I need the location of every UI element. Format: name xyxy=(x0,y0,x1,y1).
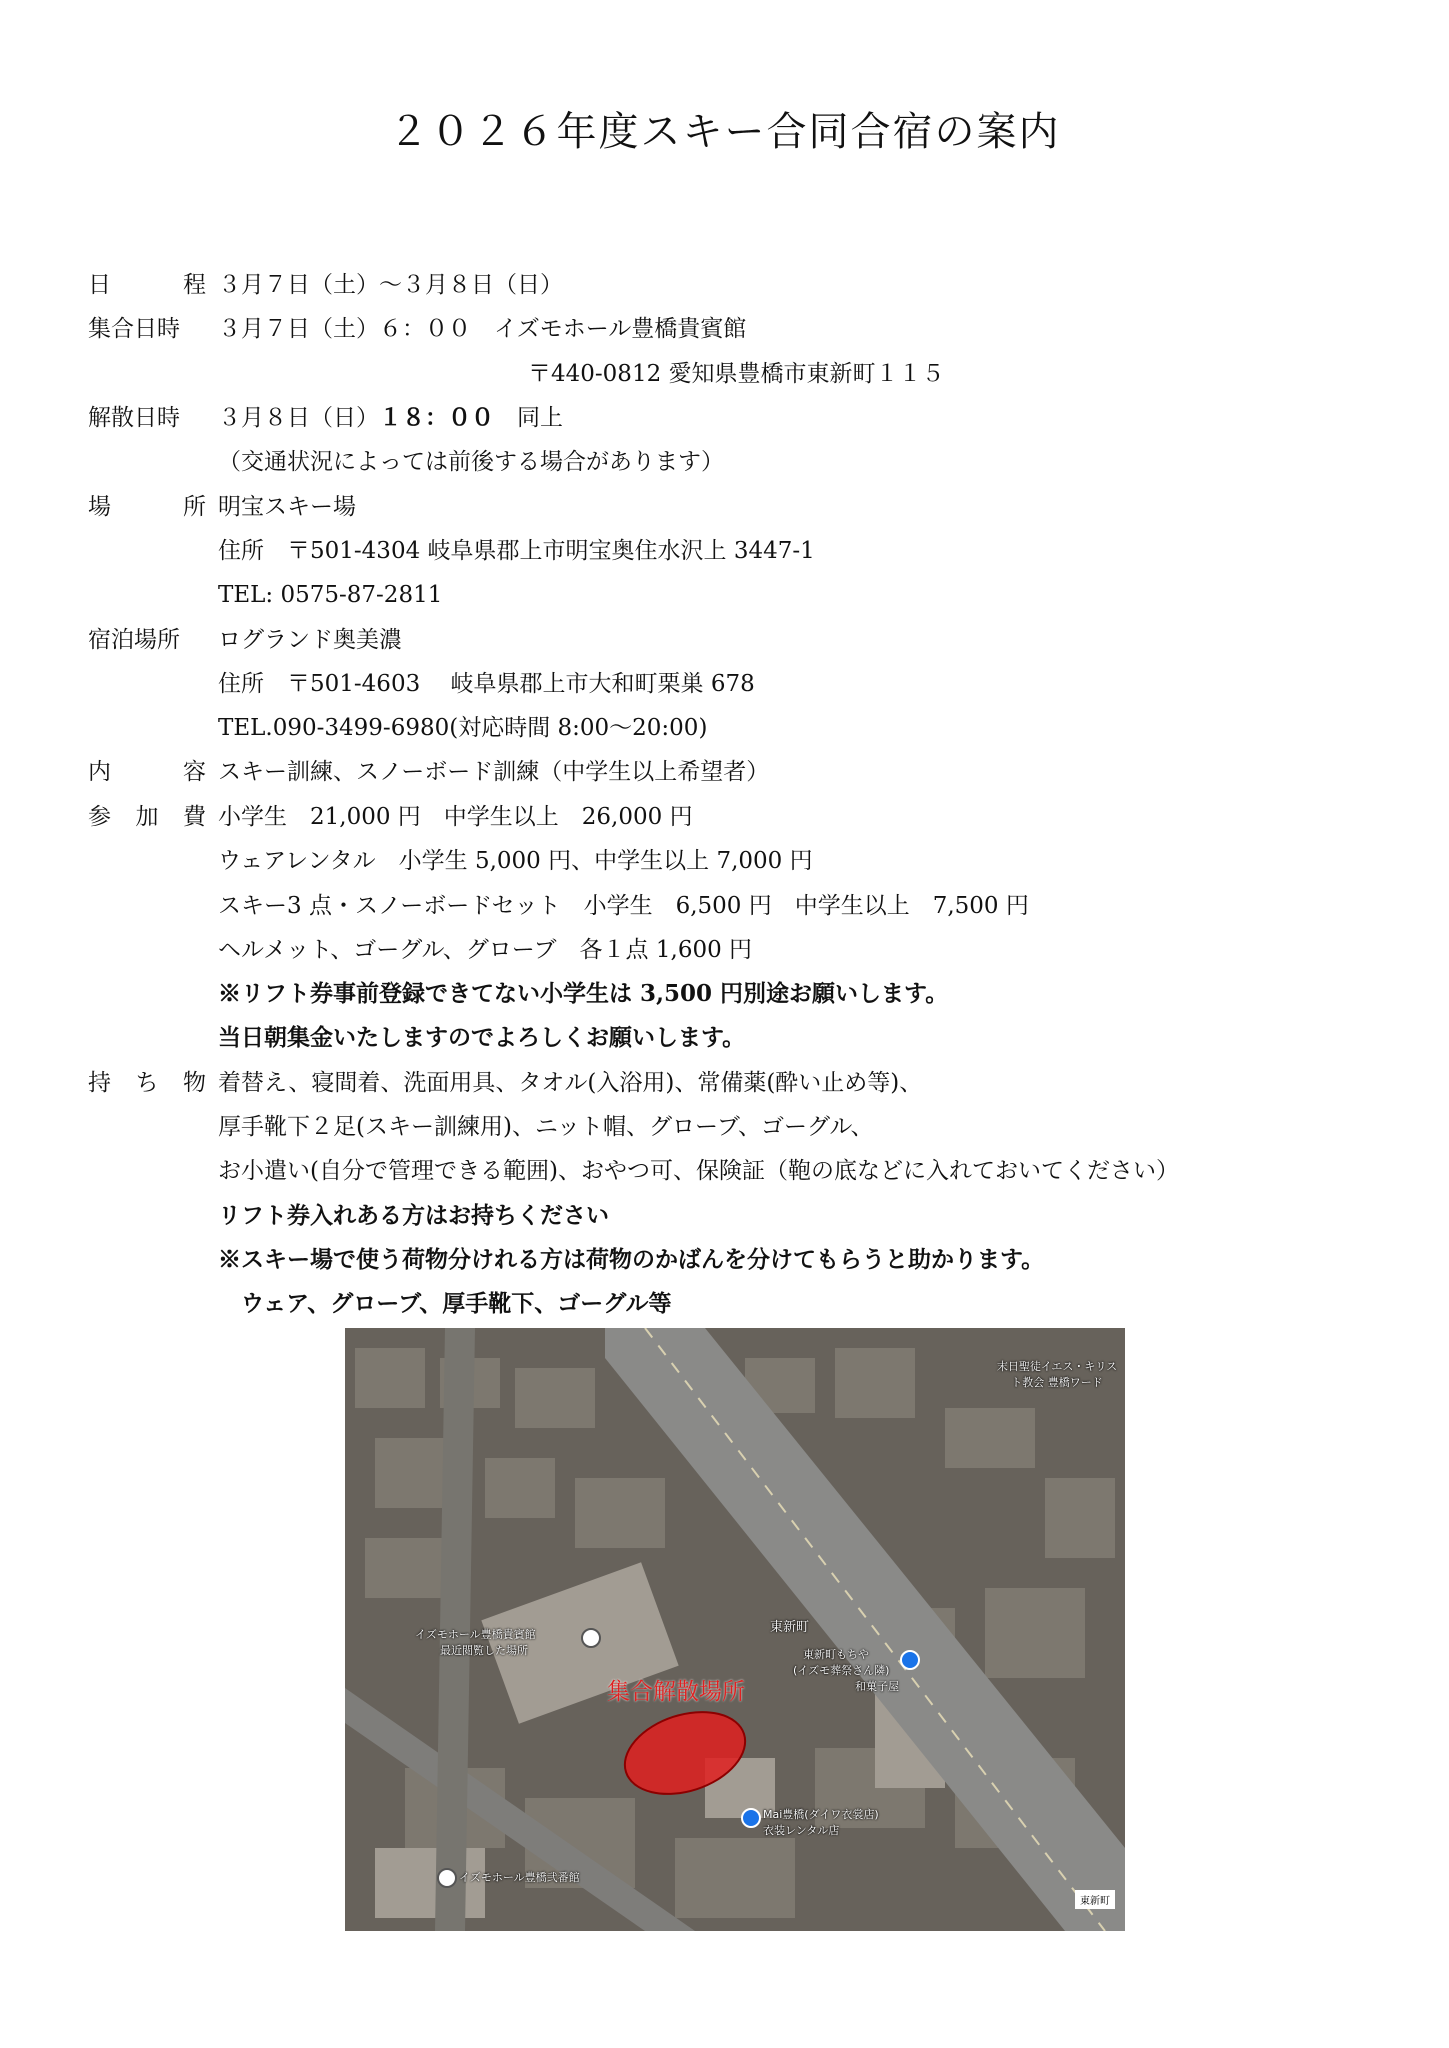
belongings-line: 着替え、寝間着、洗面用具、タオル(入浴用)、常備薬(酔い止め等)、 xyxy=(218,1070,923,1096)
lodging-name: ログランド奥美濃 xyxy=(218,627,402,653)
map-pin-icon xyxy=(437,1868,457,1888)
map-label-hall: イズモホール豊橋貴賓館 xyxy=(415,1628,536,1641)
dismissal-label: 解散日時 xyxy=(88,405,180,431)
map-label-mai-sub: 衣装レンタル店 xyxy=(763,1824,840,1837)
map-label-church: 末日聖徒イエス・キリスト教会 豊橋ワード xyxy=(996,1360,1118,1389)
map-label-mai: Mai豊橋(ダイワ衣裳店) xyxy=(763,1808,879,1821)
venue-label: 場 所 xyxy=(88,494,206,520)
fee-line: ウェアレンタル 小学生 5,000 円、中学生以上 7,000 円 xyxy=(218,848,813,874)
fee-label: 参 加 費 xyxy=(88,804,206,830)
map-label-mochiya-sub: (イズモ葬祭さん隣) xyxy=(793,1664,890,1677)
schedule-label: 日 程 xyxy=(88,272,206,298)
map-label-wagashi: 和菓子屋 xyxy=(855,1680,899,1693)
page-title: ２０２６年度スキー合同合宿の案内 xyxy=(388,109,1061,155)
meeting-address: 〒440-0812 愛知県豊橋市東新町１１５ xyxy=(528,361,945,387)
map-meeting-label: 集合解散場所 xyxy=(607,1679,745,1705)
dismissal-time: １８：００ xyxy=(379,404,494,431)
location-map xyxy=(345,1328,1125,1931)
fee-line: 小学生 21,000 円 中学生以上 26,000 円 xyxy=(218,804,693,830)
content-value: スキー訓練、スノーボード訓練（中学生以上希望者） xyxy=(218,759,770,785)
lodging-tel: TEL.090-3499-6980(対応時間 8:00～20:00) xyxy=(218,715,708,741)
map-shop-pin-icon xyxy=(741,1808,761,1828)
content-label: 内 容 xyxy=(88,759,206,785)
venue-name: 明宝スキー場 xyxy=(218,494,356,520)
belongings-note: ウェア、グローブ、厚手靴下、ゴーグル等 xyxy=(218,1290,672,1317)
map-label-hall2: イズモホール豊橋弐番館 xyxy=(459,1871,580,1884)
fee-note: ※リフト券事前登録できてない小学生は 3,500 円別途お願いします。 xyxy=(218,980,949,1007)
schedule-value: ３月７日（土）～３月８日（日） xyxy=(218,272,563,298)
fee-note: 当日朝集金いたしますのでよろしくお願いします。 xyxy=(218,1024,746,1051)
dismissal-note: （交通状況によっては前後する場合があります） xyxy=(218,449,724,475)
map-station-label: 東新町 xyxy=(1075,1890,1115,1909)
dismissal-value: ３月８日（日）１８：００ 同上 xyxy=(218,404,563,431)
belongings-note: リフト券入れある方はお持ちください xyxy=(218,1202,609,1229)
lodging-address: 住所 〒501-4603 岐阜県郡上市大和町栗巣 678 xyxy=(218,671,755,697)
map-label-town: 東新町 xyxy=(770,1620,810,1635)
map-pin-icon xyxy=(581,1628,601,1648)
fee-line: スキー3 点・スノーボードセット 小学生 6,500 円 中学生以上 7,500 円 xyxy=(218,893,1029,919)
map-label-mochiya: 東新町もちや xyxy=(803,1648,869,1661)
map-shop-pin-icon xyxy=(900,1650,920,1670)
venue-tel: TEL: 0575-87-2811 xyxy=(218,582,443,608)
map-label-hall-sub: 最近閲覧した場所 xyxy=(440,1644,528,1657)
belongings-line: 厚手靴下２足(スキー訓練用)、ニット帽、グローブ、ゴーグル、 xyxy=(218,1114,874,1140)
meeting-label: 集合日時 xyxy=(88,316,180,342)
meeting-value: ３月７日（土）６：００ イズモホール豊橋貴賓館 xyxy=(218,316,747,342)
belongings-label: 持 ち 物 xyxy=(88,1070,206,1096)
lodging-label: 宿泊場所 xyxy=(88,627,180,653)
venue-address: 住所 〒501-4304 岐阜県郡上市明宝奥住水沢上 3447-1 xyxy=(218,538,815,564)
belongings-line: お小遣い(自分で管理できる範囲)、おやつ可、保険証（鞄の底などに入れておいてください） xyxy=(218,1158,1179,1184)
belongings-note: ※スキー場で使う荷物分けれる方は荷物のかばんを分けてもらうと助かります。 xyxy=(218,1246,1045,1273)
fee-line: ヘルメット、ゴーグル、グローブ 各１点 1,600 円 xyxy=(218,937,753,963)
